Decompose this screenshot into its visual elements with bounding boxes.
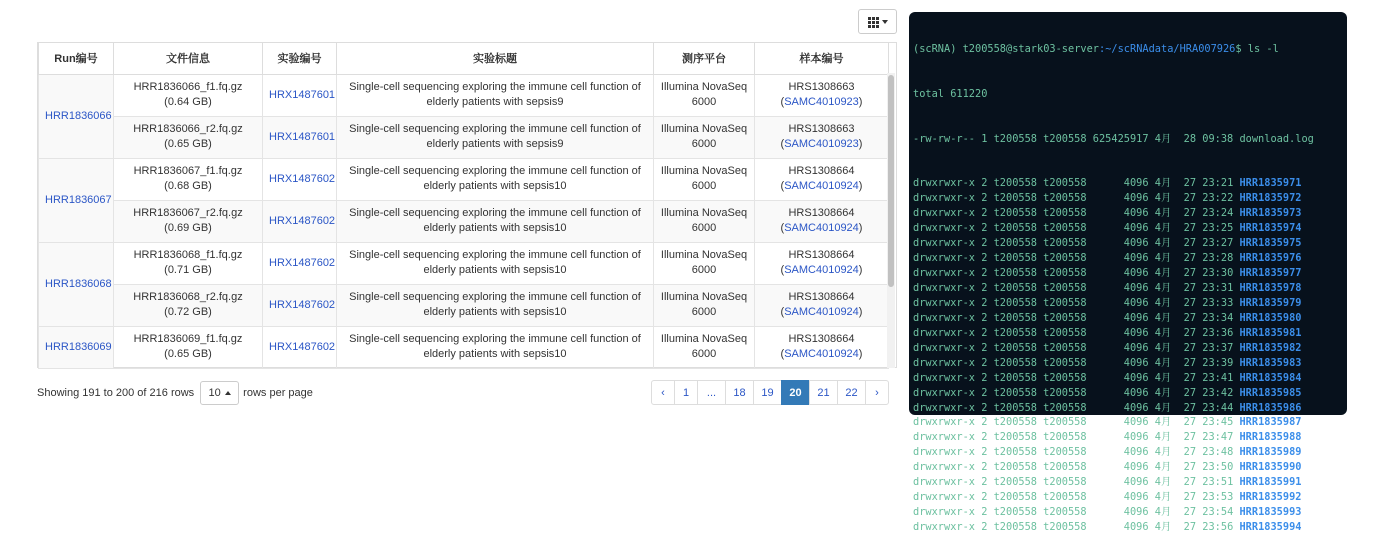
experiment-link[interactable]: HRX1487602 xyxy=(269,298,336,311)
page-20-button[interactable]: 20 xyxy=(781,380,810,405)
header-experiment[interactable]: 实验编号 xyxy=(263,43,337,74)
platform-cell: Illumina NovaSeq 6000 xyxy=(654,200,755,242)
experiment-link[interactable]: HRX1487601 xyxy=(269,130,336,143)
dir-time: 23:24 xyxy=(1202,207,1234,220)
title-cell: Single-cell sequencing exploring the immune cell function of elderly patients with sepsis10 xyxy=(337,242,654,284)
sample-link[interactable]: SAMC4010924 xyxy=(784,306,859,318)
table-body xyxy=(39,74,889,368)
title-cell: Single-cell sequencing exploring the immune cell function of elderly patients with sepsis10 xyxy=(337,284,654,326)
sample-id: HRS1308664 xyxy=(788,165,855,177)
dir-name: HRR1835977 xyxy=(1239,267,1302,280)
terminal-dir-line xyxy=(913,251,1347,266)
dir-time: 23:37 xyxy=(1202,341,1234,354)
page-ellipsis-button: ... xyxy=(697,380,726,405)
terminal-dir-line xyxy=(913,281,1347,296)
file-info-cell: HRR1836067_r2.fq.gz (0.69 GB) xyxy=(114,200,263,242)
dir-name: HRR1835982 xyxy=(1239,341,1302,354)
terminal-dir-line xyxy=(913,356,1347,371)
dir-time: 23:51 xyxy=(1202,476,1234,489)
dir-perms-prefix: drwxrwxr-x 2 t200558 t200558 4096 4月 27 xyxy=(913,521,1203,533)
page-prev-button[interactable]: ‹ xyxy=(651,380,675,405)
dir-perms-prefix: drwxrwxr-x 2 t200558 t200558 4096 4月 27 xyxy=(913,341,1203,354)
dir-time: 23:36 xyxy=(1202,326,1234,339)
experiment-link[interactable]: HRX1487602 xyxy=(269,340,336,353)
file-info-cell: HRR1836067_f1.fq.gz (0.68 GB) xyxy=(114,158,263,200)
dir-time: 23:41 xyxy=(1202,371,1234,384)
table-row xyxy=(39,74,889,116)
dir-name: HRR1835994 xyxy=(1239,521,1302,533)
terminal-dir-line xyxy=(913,191,1347,206)
dir-name: HRR1835990 xyxy=(1239,461,1302,474)
title-cell: Single-cell sequencing exploring the immune cell function of elderly patients with sepsis10 xyxy=(337,200,654,242)
experiment-cell xyxy=(263,284,337,326)
experiment-link[interactable]: HRX1487602 xyxy=(269,172,336,185)
sample-id: HRS1308663 xyxy=(788,81,855,93)
terminal-dir-line xyxy=(913,326,1347,341)
platform-cell: Illumina NovaSeq 6000 xyxy=(654,116,755,158)
dir-perms-prefix: drwxrwxr-x 2 t200558 t200558 4096 4月 27 xyxy=(913,192,1203,205)
dir-time: 23:33 xyxy=(1202,296,1234,309)
table-header-row xyxy=(39,43,889,74)
run-cell xyxy=(39,242,114,326)
sample-id: HRS1308664 xyxy=(788,249,855,261)
run-cell xyxy=(39,74,114,158)
dir-time: 23:25 xyxy=(1202,222,1234,235)
sample-id: HRS1308663 xyxy=(788,123,855,135)
header-sample[interactable]: 样本编号 xyxy=(755,43,889,74)
page-21-button[interactable]: 21 xyxy=(809,380,838,405)
terminal-dir-line xyxy=(913,401,1347,416)
header-file-info[interactable]: 文件信息 xyxy=(114,43,263,74)
dir-name: HRR1835987 xyxy=(1239,416,1302,429)
terminal-dir-line xyxy=(913,475,1347,490)
dir-perms-prefix: drwxrwxr-x 2 t200558 t200558 4096 4月 27 xyxy=(913,222,1203,235)
terminal-dir-line xyxy=(913,206,1347,221)
terminal-dir-list xyxy=(913,176,1347,535)
dir-name: HRR1835976 xyxy=(1239,252,1302,265)
dir-time: 23:48 xyxy=(1202,446,1234,459)
run-cell xyxy=(39,326,114,368)
table-row xyxy=(39,326,889,368)
dir-time: 23:56 xyxy=(1202,521,1234,533)
dir-perms-prefix: drwxrwxr-x 2 t200558 t200558 4096 4月 27 xyxy=(913,252,1203,265)
dir-perms-prefix: drwxrwxr-x 2 t200558 t200558 4096 4月 27 xyxy=(913,446,1203,459)
terminal-dir-line xyxy=(913,520,1347,535)
page-18-button[interactable]: 18 xyxy=(725,380,754,405)
experiment-cell xyxy=(263,326,337,368)
dir-time: 23:30 xyxy=(1202,267,1234,280)
dir-perms-prefix: drwxrwxr-x 2 t200558 t200558 4096 4月 27 xyxy=(913,476,1203,489)
dir-name: HRR1835972 xyxy=(1239,192,1302,205)
run-link[interactable]: HRR1836066 xyxy=(45,109,112,122)
table-container[interactable] xyxy=(37,42,897,368)
table-row xyxy=(39,284,889,326)
terminal-dir-line xyxy=(913,221,1347,236)
dir-name: HRR1835980 xyxy=(1239,311,1302,324)
dir-time: 23:53 xyxy=(1202,491,1234,504)
dir-perms-prefix: drwxrwxr-x 2 t200558 t200558 4096 4月 27 xyxy=(913,371,1203,384)
rows-per-page-label: rows per page xyxy=(243,387,313,399)
dir-time: 23:31 xyxy=(1202,282,1234,294)
dir-perms-prefix: drwxrwxr-x 2 t200558 t200558 4096 4月 27 xyxy=(913,311,1203,324)
dir-name: HRR1835975 xyxy=(1239,237,1302,250)
experiment-link[interactable]: HRX1487602 xyxy=(269,256,336,269)
table-row xyxy=(39,242,889,284)
run-link[interactable]: HRR1836067 xyxy=(45,193,112,206)
dir-name: HRR1835988 xyxy=(1239,431,1302,444)
table-row xyxy=(39,200,889,242)
platform-cell: Illumina NovaSeq 6000 xyxy=(654,326,755,368)
dir-perms-prefix: drwxrwxr-x 2 t200558 t200558 4096 4月 27 xyxy=(913,416,1203,429)
caret-up-icon xyxy=(225,391,231,395)
dir-perms-prefix: drwxrwxr-x 2 t200558 t200558 4096 4月 27 xyxy=(913,207,1203,220)
file-info-cell: HRR1836068_r2.fq.gz (0.72 GB) xyxy=(114,284,263,326)
sample-link[interactable]: SAMC4010924 xyxy=(784,222,859,234)
pagination xyxy=(651,380,889,405)
terminal-dir-line xyxy=(913,266,1347,281)
experiment-cell xyxy=(263,116,337,158)
experiment-link[interactable]: HRX1487601 xyxy=(269,88,336,101)
prompt-user: t200558@stark03-server xyxy=(962,42,1099,55)
file-info-cell: HRR1836066_f1.fq.gz (0.64 GB) xyxy=(114,74,263,116)
sample-link[interactable]: SAMC4010923 xyxy=(784,96,859,108)
terminal-dir-line xyxy=(913,311,1347,326)
terminal-total-line: total 611220 xyxy=(913,87,988,100)
terminal-dir-line xyxy=(913,371,1347,386)
sample-cell: HRS1308663 (SAMC4010923) xyxy=(755,116,889,158)
terminal-dir-line xyxy=(913,296,1347,311)
dir-perms-prefix: drwxrwxr-x 2 t200558 t200558 4096 4月 27 xyxy=(913,401,1203,414)
platform-cell: Illumina NovaSeq 6000 xyxy=(654,284,755,326)
sample-cell: HRS1308664 (SAMC4010924) xyxy=(755,284,889,326)
file-info-cell: HRR1836069_f1.fq.gz (0.65 GB) xyxy=(114,326,263,368)
columns-toggle-button[interactable] xyxy=(858,9,897,34)
header-run[interactable]: Run编号 xyxy=(39,43,114,74)
dir-time: 23:54 xyxy=(1202,506,1234,519)
sample-id: HRS1308664 xyxy=(788,291,855,303)
dir-time: 23:47 xyxy=(1202,431,1234,444)
table-row xyxy=(39,158,889,200)
run-link[interactable]: HRR1836069 xyxy=(45,340,112,353)
dir-time: 23:44 xyxy=(1202,401,1234,414)
dir-perms-prefix: drwxrwxr-x 2 t200558 t200558 4096 4月 27 xyxy=(913,296,1203,309)
grid-icon xyxy=(868,17,879,27)
page-size-value: 10 xyxy=(208,387,221,399)
dir-name: HRR1835985 xyxy=(1239,386,1302,399)
sample-cell: HRS1308664 (SAMC4010924) xyxy=(755,200,889,242)
dir-time: 23:22 xyxy=(1202,192,1234,205)
prompt-path: :~/scRNAdata/HRA007926 xyxy=(1099,42,1236,55)
terminal-dir-line xyxy=(913,445,1347,460)
experiment-cell xyxy=(263,74,337,116)
dir-name: HRR1835992 xyxy=(1239,491,1302,504)
terminal-window[interactable] xyxy=(909,12,1347,533)
dir-perms-prefix: drwxrwxr-x 2 t200558 t200558 4096 4月 27 xyxy=(913,386,1203,399)
dir-perms-prefix: drwxrwxr-x 2 t200558 t200558 4096 4月 27 xyxy=(913,267,1203,280)
dir-name: HRR1835974 xyxy=(1239,222,1302,235)
sample-cell: HRS1308663 (SAMC4010923) xyxy=(755,74,889,116)
terminal-dir-line xyxy=(913,176,1347,191)
dir-perms-prefix: drwxrwxr-x 2 t200558 t200558 4096 4月 27 xyxy=(913,461,1203,474)
pagination-info xyxy=(37,381,313,405)
terminal-dir-line xyxy=(913,460,1347,475)
dir-name: HRR1835979 xyxy=(1239,296,1302,309)
page-22-button[interactable]: 22 xyxy=(837,380,866,405)
dir-name: HRR1835981 xyxy=(1239,326,1302,339)
experiment-cell xyxy=(263,158,337,200)
dir-name: HRR1835989 xyxy=(1239,446,1302,459)
run-cell xyxy=(39,158,114,242)
table-row xyxy=(39,116,889,158)
dir-time: 23:45 xyxy=(1202,416,1234,429)
dir-perms-prefix: drwxrwxr-x 2 t200558 t200558 4096 4月 27 xyxy=(913,282,1203,294)
experiment-link[interactable]: HRX1487602 xyxy=(269,214,336,227)
sample-link[interactable]: SAMC4010924 xyxy=(784,264,859,276)
caret-down-icon xyxy=(882,20,888,24)
dir-perms-prefix: drwxrwxr-x 2 t200558 t200558 4096 4月 27 xyxy=(913,177,1203,190)
dir-name: HRR1835993 xyxy=(1239,506,1302,519)
dir-name: HRR1835991 xyxy=(1239,476,1302,489)
terminal-dir-line xyxy=(913,236,1347,251)
sample-id: HRS1308664 xyxy=(788,333,855,345)
terminal-dir-line xyxy=(913,386,1347,401)
scrollbar-thumb[interactable] xyxy=(888,75,894,287)
prompt-command: $ ls -l xyxy=(1235,42,1279,55)
title-cell: Single-cell sequencing exploring the immune cell function of elderly patients with sepsis10 xyxy=(337,158,654,200)
dir-name: HRR1835978 xyxy=(1239,282,1302,294)
dir-name: HRR1835986 xyxy=(1239,401,1302,414)
platform-cell: Illumina NovaSeq 6000 xyxy=(654,242,755,284)
platform-cell: Illumina NovaSeq 6000 xyxy=(654,158,755,200)
sample-id: HRS1308664 xyxy=(788,207,855,219)
sample-cell: HRS1308664 (SAMC4010924) xyxy=(755,158,889,200)
page-next-button[interactable]: › xyxy=(865,380,889,405)
page-19-button[interactable]: 19 xyxy=(753,380,782,405)
terminal-file-line: -rw-rw-r-- 1 t200558 t200558 625425917 4月 28 09:38 download.log xyxy=(913,132,1314,145)
dir-perms-prefix: drwxrwxr-x 2 t200558 t200558 4096 4月 27 xyxy=(913,237,1203,250)
prompt-env: (scRNA) xyxy=(913,42,963,55)
page-1-button[interactable]: 1 xyxy=(674,380,698,405)
header-title[interactable]: 实验标题 xyxy=(337,43,654,74)
header-platform[interactable]: 测序平台 xyxy=(654,43,755,74)
terminal-dir-line xyxy=(913,341,1347,356)
dir-time: 23:21 xyxy=(1202,177,1234,190)
sample-link[interactable]: SAMC4010924 xyxy=(784,180,859,192)
sample-cell: HRS1308664 (SAMC4010924) xyxy=(755,242,889,284)
title-cell: Single-cell sequencing exploring the immune cell function of elderly patients with sepsis10 xyxy=(337,326,654,368)
showing-rows-text: Showing 191 to 200 of 216 rows xyxy=(37,387,195,399)
sample-link[interactable]: SAMC4010923 xyxy=(784,138,859,150)
sample-cell: HRS1308664 (SAMC4010924) xyxy=(755,326,889,368)
dir-name: HRR1835973 xyxy=(1239,207,1302,220)
title-cell: Single-cell sequencing exploring the immune cell function of elderly patients with sepsis9 xyxy=(337,74,654,116)
file-info-cell: HRR1836068_f1.fq.gz (0.71 GB) xyxy=(114,242,263,284)
dir-time: 23:34 xyxy=(1202,311,1234,324)
dir-perms-prefix: drwxrwxr-x 2 t200558 t200558 4096 4月 27 xyxy=(913,506,1203,519)
dir-name: HRR1835971 xyxy=(1239,177,1302,190)
terminal-prompt-line xyxy=(913,42,1347,57)
runs-table xyxy=(38,43,889,369)
file-info-cell: HRR1836066_r2.fq.gz (0.65 GB) xyxy=(114,116,263,158)
terminal-dir-line xyxy=(913,415,1347,430)
dir-perms-prefix: drwxrwxr-x 2 t200558 t200558 4096 4月 27 xyxy=(913,356,1203,369)
page-size-dropdown[interactable] xyxy=(200,381,239,405)
dir-perms-prefix: drwxrwxr-x 2 t200558 t200558 4096 4月 27 xyxy=(913,326,1203,339)
experiment-cell xyxy=(263,200,337,242)
dir-perms-prefix: drwxrwxr-x 2 t200558 t200558 4096 4月 27 xyxy=(913,491,1203,504)
platform-cell: Illumina NovaSeq 6000 xyxy=(654,74,755,116)
dir-time: 23:28 xyxy=(1202,252,1234,265)
title-cell: Single-cell sequencing exploring the immune cell function of elderly patients with sepsis9 xyxy=(337,116,654,158)
dir-time: 23:50 xyxy=(1202,461,1234,474)
dir-time: 23:42 xyxy=(1202,386,1234,399)
run-link[interactable]: HRR1836068 xyxy=(45,277,112,290)
terminal-dir-line xyxy=(913,490,1347,505)
dir-perms-prefix: drwxrwxr-x 2 t200558 t200558 4096 4月 27 xyxy=(913,431,1203,444)
dir-name: HRR1835984 xyxy=(1239,371,1302,384)
sample-link[interactable]: SAMC4010924 xyxy=(784,348,859,360)
table-scrollbar[interactable] xyxy=(887,73,895,368)
terminal-dir-line xyxy=(913,430,1347,445)
experiment-cell xyxy=(263,242,337,284)
dir-time: 23:27 xyxy=(1202,237,1234,250)
dir-time: 23:39 xyxy=(1202,356,1234,369)
terminal-dir-line xyxy=(913,505,1347,520)
dir-name: HRR1835983 xyxy=(1239,356,1302,369)
